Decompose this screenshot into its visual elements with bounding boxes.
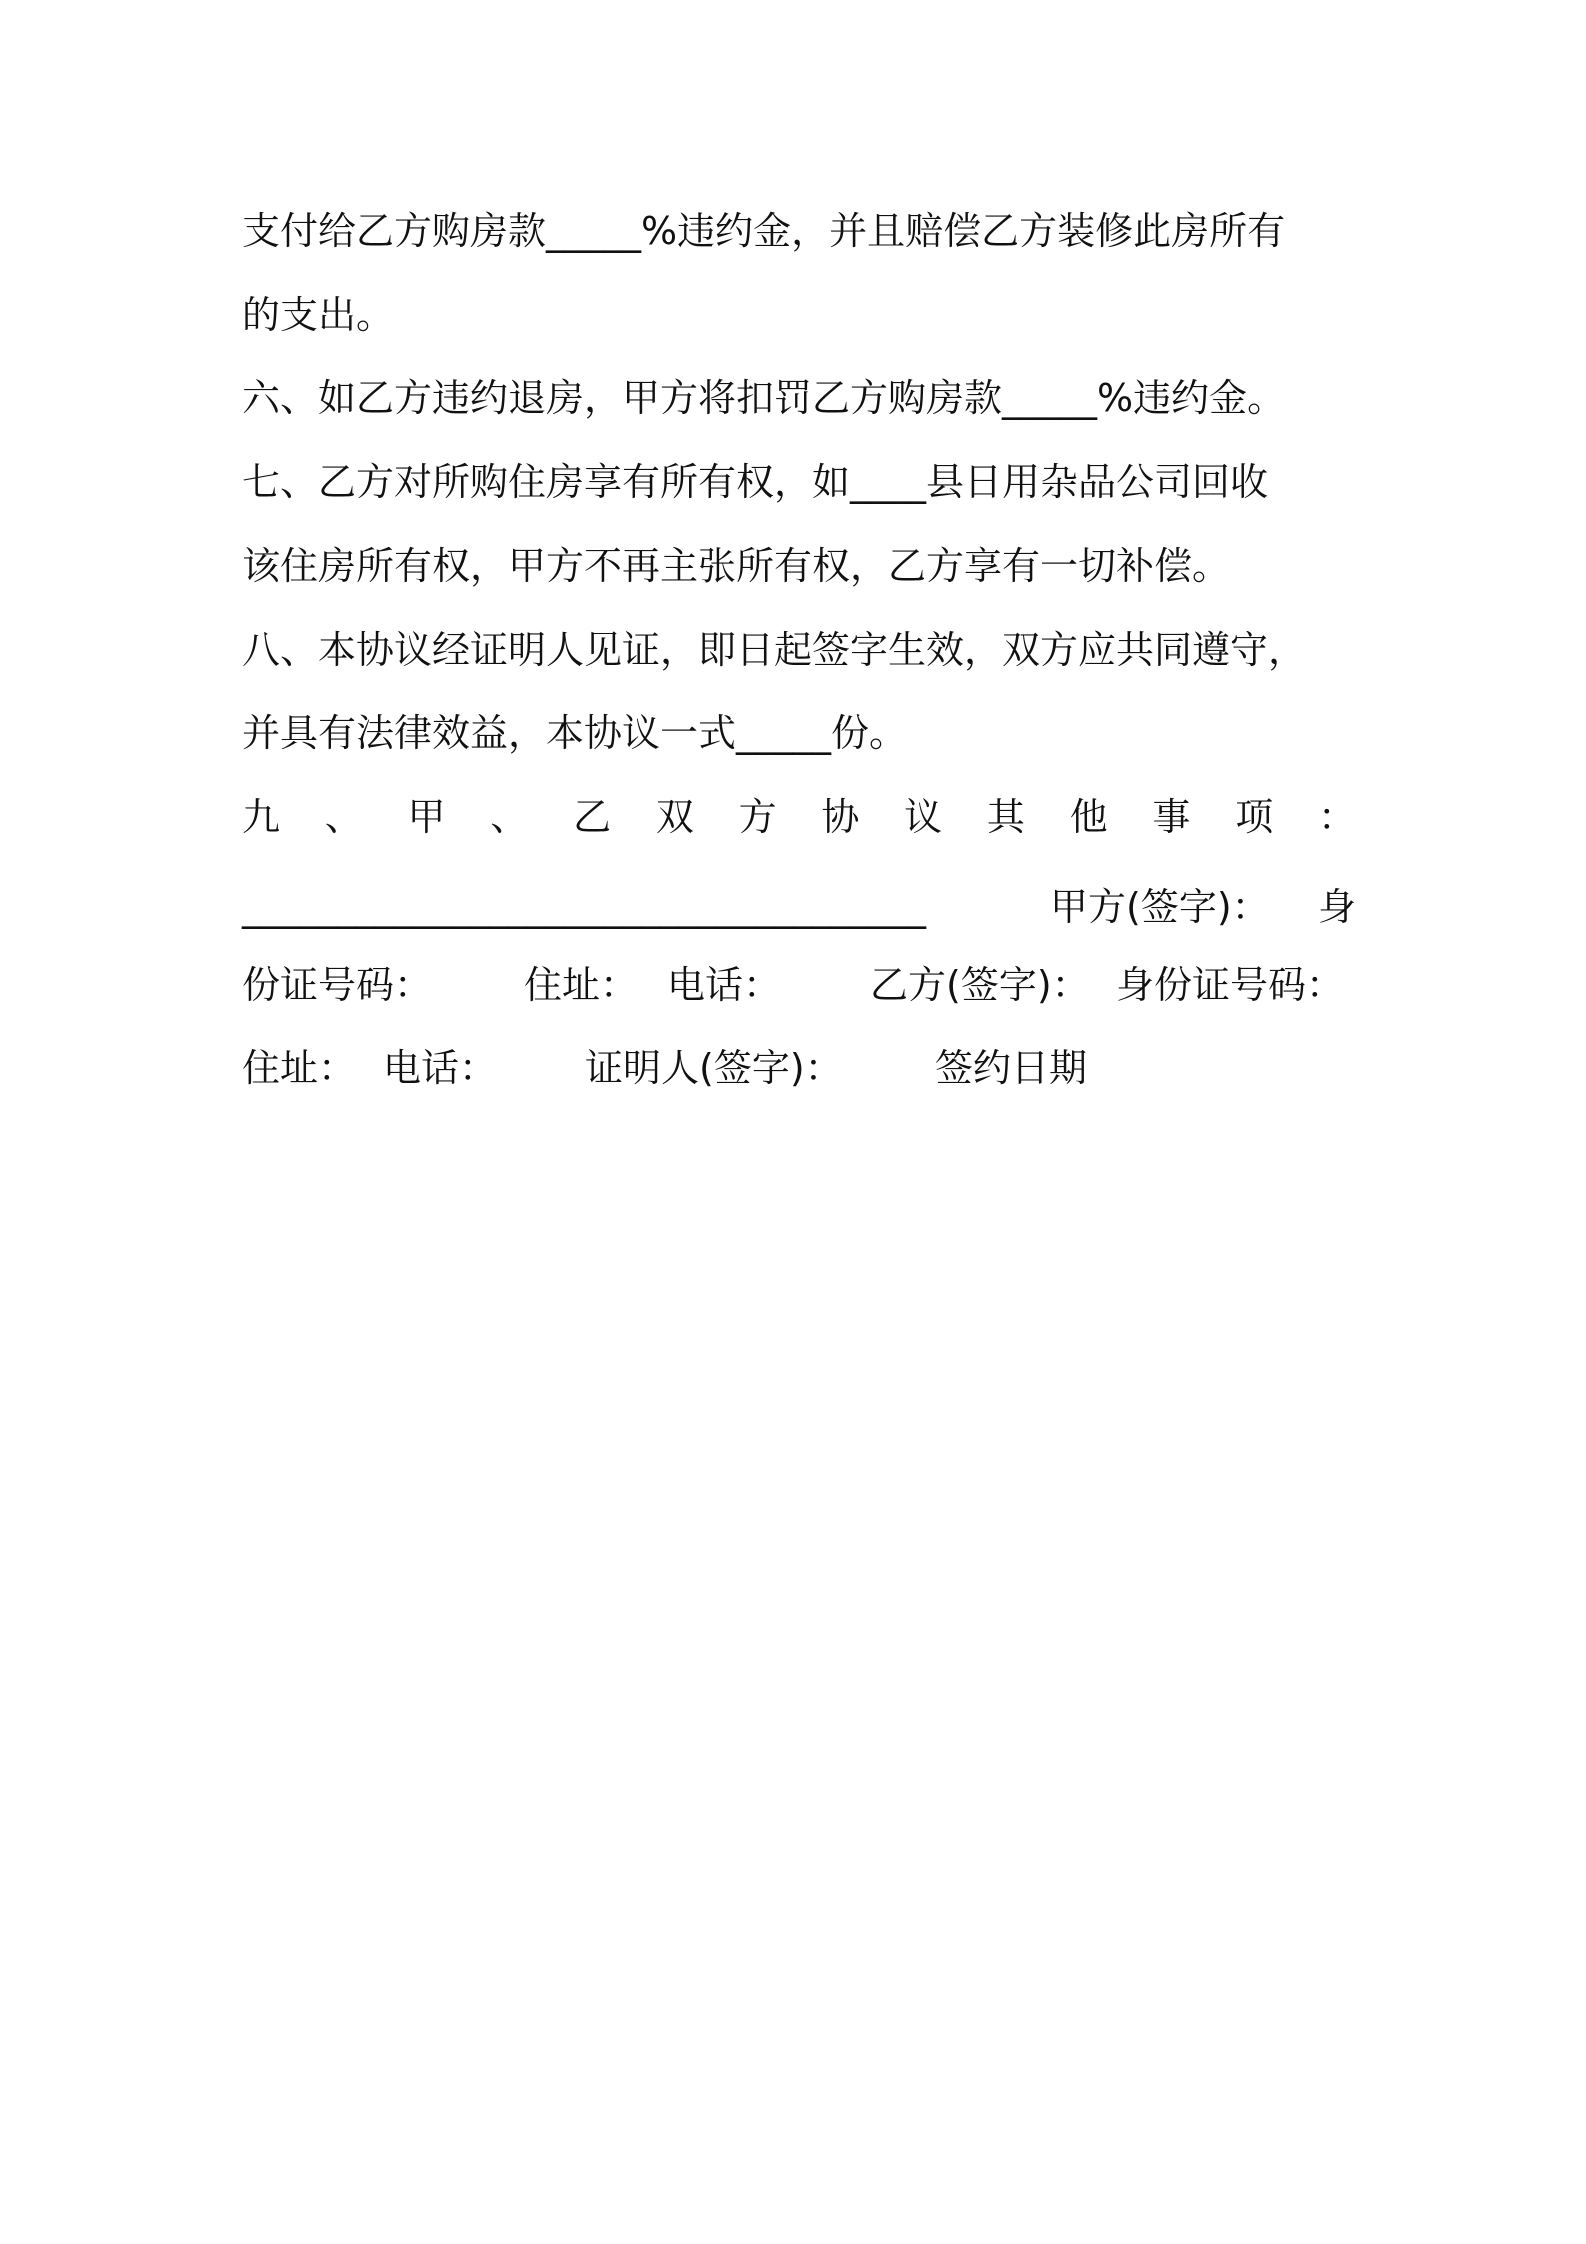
id-number-label-a: 份证号码： (242, 963, 433, 1007)
clause-nine-char: 协 (821, 795, 860, 839)
paragraph-line: 并具有法律效益，本协议一式_____份。 (242, 711, 908, 755)
phone-label-b: 电话： (383, 1046, 498, 1090)
id-label-start: 身 (1317, 885, 1356, 929)
address-label-a: 住址： (524, 963, 639, 1007)
clause-nine-char: 项 (1235, 795, 1274, 839)
sign-date-label: 签约日期 (935, 1046, 1088, 1090)
clause-nine (242, 794, 1356, 840)
clause-nine-char: 甲 (407, 795, 446, 839)
paragraph-line: 该住房所有权，甲方不再主张所有权，乙方享有一切补偿。 (242, 544, 1231, 588)
phone-label-a: 电话： (667, 963, 782, 1007)
clause-nine-char: 乙 (573, 795, 612, 839)
clause-nine-char: 他 (1069, 795, 1108, 839)
clause-seven: 七、乙方对所购住房享有所有权，如____县日用杂品公司回收 (242, 460, 1269, 504)
paragraph-line: 支付给乙方购房款_____%违约金，并且赔偿乙方装修此房所有 (242, 209, 1286, 253)
party-a-signature-label: 甲方(签字)： (1050, 885, 1270, 929)
signature-row-2 (242, 962, 1356, 1008)
blank-line: ____________________________________ (242, 885, 926, 929)
clause-nine-char: 双 (655, 795, 694, 839)
witness-signature-label: 证明人(签字)： (585, 1046, 843, 1090)
clause-nine-char: 事 (1152, 795, 1191, 839)
clause-nine-char: 议 (904, 795, 943, 839)
clause-nine-char: 其 (986, 795, 1025, 839)
clause-nine-char: 、 (324, 795, 363, 839)
clause-nine-char: 方 (738, 795, 777, 839)
id-number-label-b: 身份证号码： (1116, 963, 1345, 1007)
clause-six: 六、如乙方违约退房，甲方将扣罚乙方购房款_____%违约金。 (242, 376, 1286, 420)
paragraph-line: 的支出。 (242, 293, 395, 337)
clause-nine-char: ： (1317, 795, 1356, 839)
party-b-signature-label: 乙方(签字)： (870, 963, 1090, 1007)
signature-row-3 (242, 1045, 1356, 1091)
clause-nine-char: 九 (242, 795, 281, 839)
clause-eight: 八、本协议经证明人见证，即日起签字生效，双方应共同遵守， (242, 628, 1307, 672)
clause-nine-char: 、 (490, 795, 529, 839)
address-label-b: 住址： (242, 1046, 357, 1090)
